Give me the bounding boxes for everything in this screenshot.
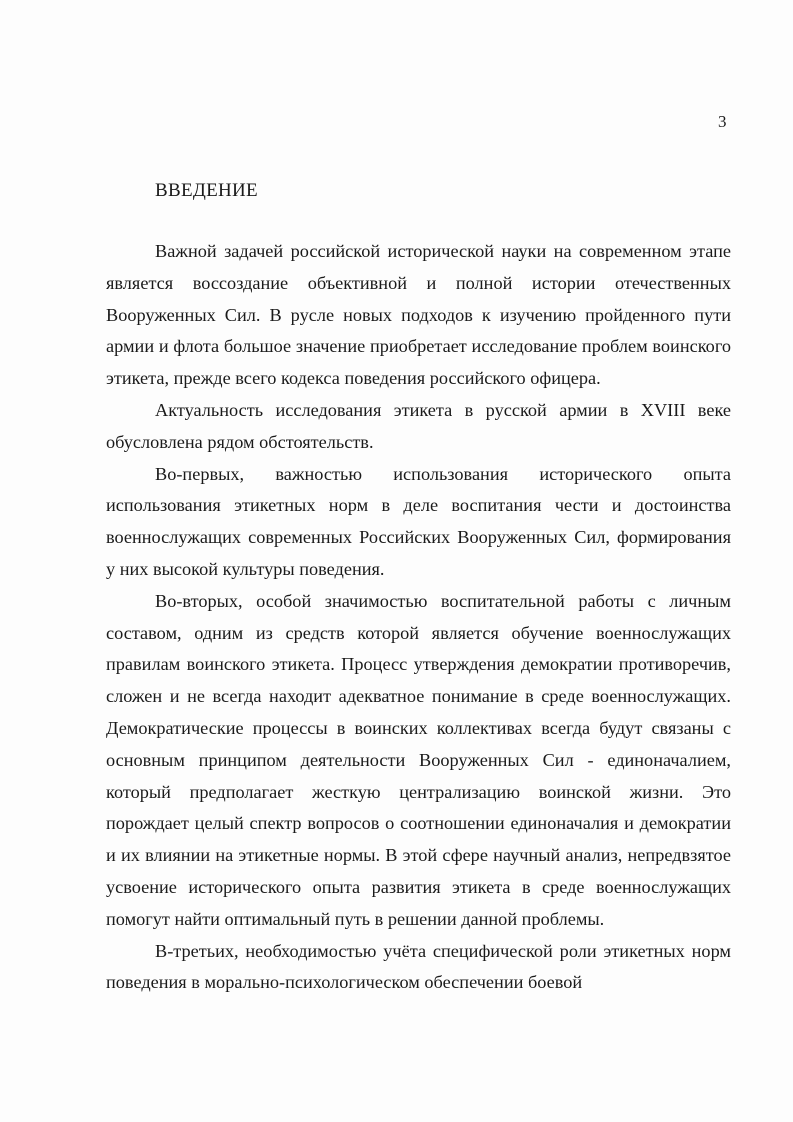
paragraph-second-reason: Во-вторых, особой значимостью воспитательной работы с личным составом, одним из средств которой является обучение военнослужащих правилам воинского этикета. Процесс утверждения демократии противоречив, сложен и не всегда находит адекватное понимание в среде военнослужащих. Демократические процессы в воинских коллективах всегда будут связаны с основным принципом деятельности Вооруженных Сил - единоначалием, который предполагает жесткую централизацию воинской жизни. Это порождает целый спектр вопросов о соотношении единоначалия и демократии и их влиянии на этикетные нормы. В этой сфере научный анализ, непредвзятое усвоение исторического опыта развития этикета в среде военнослужащих помогут найти оптимальный путь в решении данной проблемы. — [106, 590, 731, 929]
paragraph-first-reason: Во-первых, важностью использования исторического опыта использования этикетных норм в деле воспитания чести и достоинства военнослужащих современных Российских Вооруженных Сил, формирования у них высокой культуры поведения. — [106, 463, 731, 579]
page-number: 3 — [718, 112, 727, 131]
paragraph-relevance: Актуальность исследования этикета в русской армии в XVIII веке обусловлена рядом обстоятельств. — [106, 399, 731, 452]
paragraph-intro: Важной задачей российской исторической науки на современном этапе является воссоздание объективной и полной истории отечественных Вооруженных Сил. В русле новых подходов к изучению пройденного пути армии и флота большое значение приобретает исследование проблем воинского этикета, прежде всего кодекса поведения российского офицера. — [106, 241, 731, 389]
section-heading: ВВЕДЕНИЕ — [155, 180, 258, 201]
body-text — [106, 236, 731, 999]
paragraph-third-reason: В-третьих, необходимостью учёта специфической роли этикетных норм поведения в морально-психологическом обеспечении боевой — [106, 940, 731, 993]
